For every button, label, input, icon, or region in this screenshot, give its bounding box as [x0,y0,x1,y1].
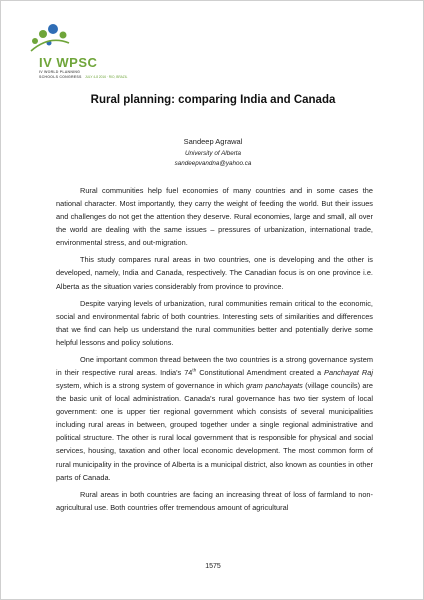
term-panchayat-raj: Panchayat Raj [324,368,373,378]
logo-tagline: JULY 4-8 2016 · RIO, BRAZIL [85,75,128,79]
author-name: Sandeep Agrawal [183,137,243,146]
author-email: sandeepvandna@yahoo.ca [174,160,252,167]
author-affiliation: University of Alberta [184,150,242,157]
paragraph-4-part-a: One important common thread between the two countries is a strong governance system in their respective rural areas. India's 74 [56,355,373,378]
congress-logo [19,21,169,81]
page-number: 1575 [205,563,221,570]
ordinal-superscript: th [192,367,197,373]
logo-mark-icon [27,21,71,53]
logo-wordmark: IV WPSC [39,55,98,70]
term-gram-panchayats: gram panchayats [245,381,303,391]
logo-subtitle-line1: IV WORLD PLANNING [39,70,81,74]
paragraph-3: Despite varying levels of urbanization, rural communities remain critical to the economic, social and environmental fabric of both countries. Interesting sets of similarities and differences that we find can help us understand the rural communities better and potentially derive some helpful lessons and policy solutions. [56,298,373,347]
paragraph-4 [56,353,373,483]
paper-body [56,184,373,518]
paragraph-2: This study compares rural areas in two countries, one is developing and the other is developed, namely, India and Canada, respectively. The Canadian focus is on one province i.e. Alberta as the situation varies considerably from province to province. [56,255,373,291]
paragraph-5: Rural areas in both countries are facing an increasing threat of loss of farmland to non-agricultural use. Both countries offer tremendous amount of agricultural [56,489,373,512]
paper-title: Rural planning: comparing India and Canada [90,94,336,106]
logo-subtitle-line2: SCHOOLS CONGRESS [39,74,82,79]
paragraph-1: Rural communities help fuel economies of many countries and in some cases the national character. Most importantly, they carry the weight of feeding the world. But their issues and challenges do not get the attention they deserve. Rural economies, large and small, all over the world are dealing with the same issues – pressures of urbanization, international trade, environmental stress, and out-migration. [56,186,373,248]
paragraph-4-part-c: system, which is a strong system of governance in which [56,381,246,391]
paragraph-4-part-d: (village councils) are the basic unit of local administration. Canada's rural governance has two tier system of local government: one is upper tier regional government which consists of several municipalities including rural areas in between, grouped together under a single regional administrative and political structure. The other is rural local government that is responsible for physical and social services, housing, taxation and other local economic development. The most common form of rural municipality in the province of Alberta is a municipal district, also known as counties in other parts of Canada. [56,381,373,482]
paragraph-4-part-b: Constitutional Amendment created a [196,368,325,378]
